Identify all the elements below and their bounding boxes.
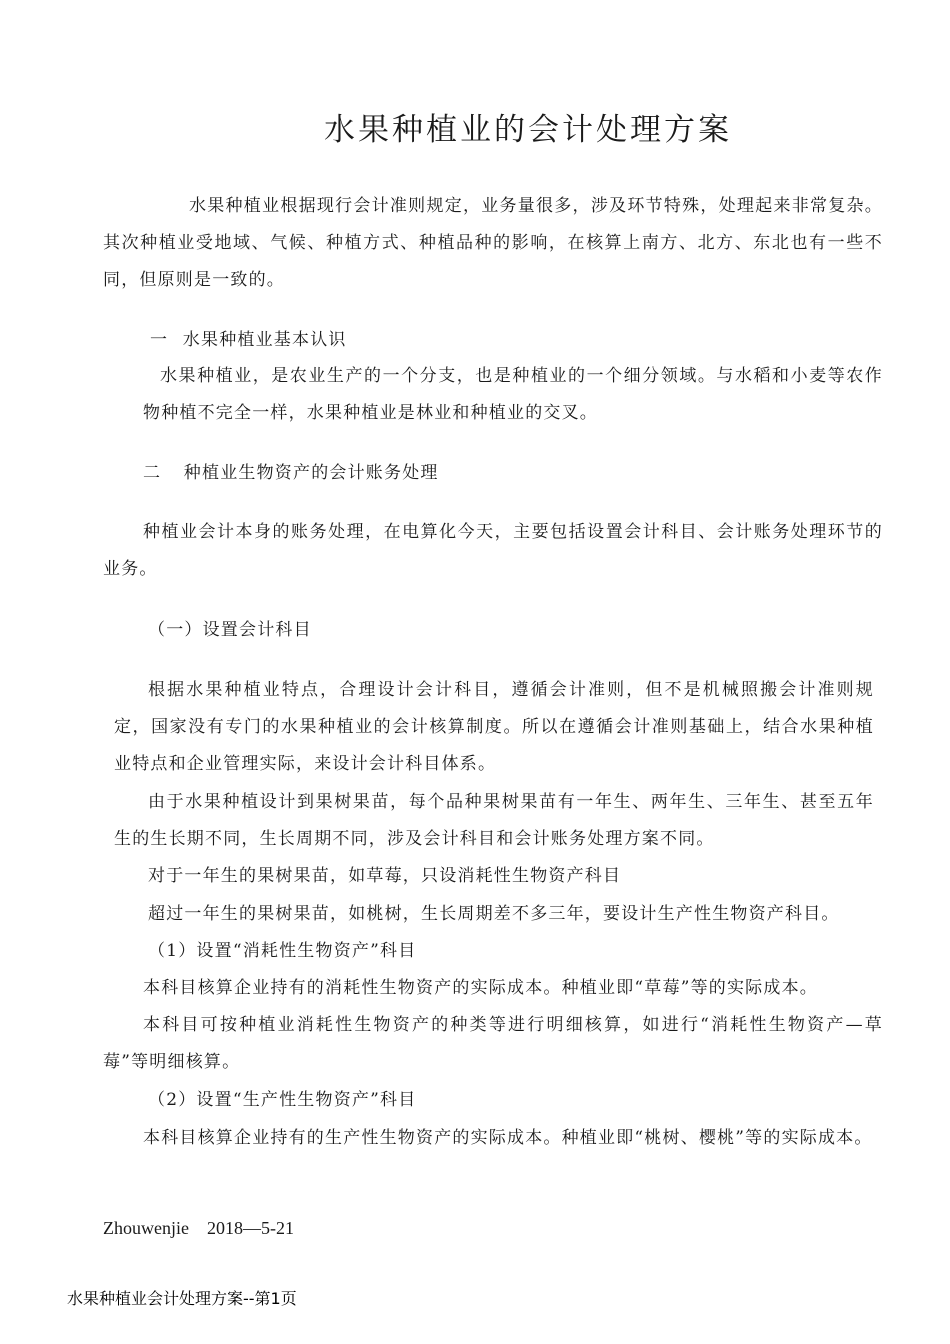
- section-heading-1: 一 水果种植业基本认识: [150, 330, 347, 350]
- paragraph-productive-cost: 本科目核算企业持有的生产性生物资产的实际成本。种植业即“桃树、樱桃”等的实际成本。: [143, 1128, 873, 1148]
- subsection-heading-1: （一）设置会计科目: [148, 620, 312, 640]
- section-heading-2: 二 种植业生物资产的会计账务处理: [143, 463, 439, 483]
- account-heading-productive: （2）设置“生产性生物资产”科目: [148, 1090, 417, 1110]
- paragraph-one-year: 对于一年生的果树果苗，如草莓，只设消耗性生物资产科目: [148, 866, 622, 886]
- paragraph-account-design: 根据水果种植业特点，合理设计会计科目，遵循会计准则，但不是机械照搬会计准则规定，国家没有专门的水果种植业的会计核算制度。所以在遵循会计准则基础上，结合水果种植业特点和企业管理实际，来设计会计科目体系。: [114, 680, 874, 774]
- paragraph-consumable-detail: 本科目可按种植业消耗性生物资产的种类等进行明细核算，如进行“消耗性生物资产—草莓”等明细核算。: [103, 1015, 883, 1072]
- paragraph-growth-period: 由于水果种植设计到果树果苗，每个品种果树果苗有一年生、两年生、三年生、甚至五年生的生长期不同，生长周期不同，涉及会计科目和会计账务处理方案不同。: [114, 792, 874, 849]
- signature-text: Zhouwenjie 2018—5-21: [103, 1218, 294, 1238]
- document-title: 水果种植业的会计处理方案: [324, 112, 732, 148]
- account-heading-consumable: （1）设置“消耗性生物资产”科目: [148, 941, 417, 961]
- paragraph-accounting-process: 种植业会计本身的账务处理，在电算化今天，主要包括设置会计科目、会计账务处理环节的业务。: [103, 522, 883, 579]
- author-signature-date: [103, 1218, 294, 1239]
- intro-paragraph: 水果种植业根据现行会计准则规定，业务量很多，涉及环节特殊，处理起来非常复杂。其次种植业受地域、气候、种植方式、种植品种的影响，在核算上南方、北方、东北也有一些不同，但原则是一致的。: [103, 196, 883, 290]
- paragraph-basic-understanding: 水果种植业，是农业生产的一个分支，也是种植业的一个细分领域。与水稻和小麦等农作物种植不完全一样，水果种植业是林业和种植业的交叉。: [143, 366, 883, 423]
- page-footer: 水果种植业会计处理方案--第1页: [67, 1289, 297, 1308]
- paragraph-over-one-year: 超过一年生的果树果苗，如桃树，生长周期差不多三年，要设计生产性生物资产科目。: [148, 904, 840, 924]
- paragraph-consumable-cost: 本科目核算企业持有的消耗性生物资产的实际成本。种植业即“草莓”等的实际成本。: [143, 978, 818, 998]
